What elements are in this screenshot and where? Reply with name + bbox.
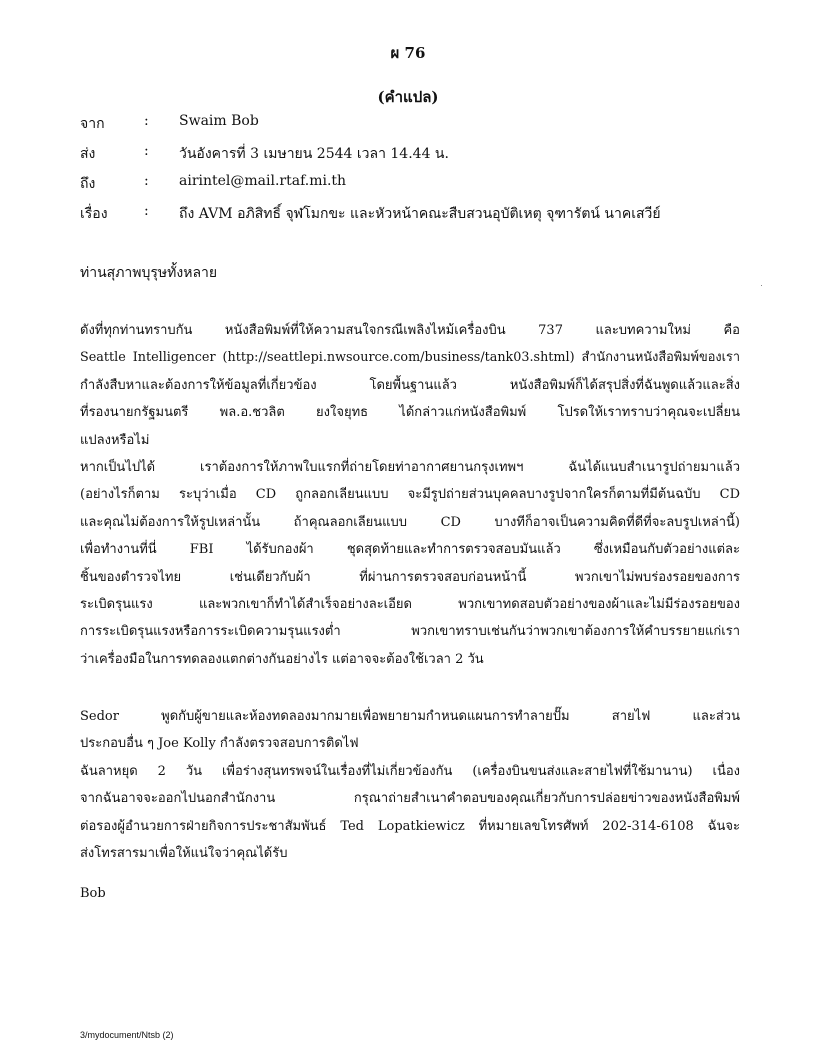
- paragraph-4: [80, 758, 740, 868]
- sent-label: ส่ง: [80, 146, 96, 162]
- paragraph-line: ชิ้นของตำรวจไทย เช่นเดียวกับผ้า ที่ผ่านการตรวจสอบก่อนหน้านี้ พวกเขาไม่พบร่องรอยของการ: [80, 569, 740, 585]
- colon: :: [144, 203, 149, 219]
- subject-value: ถึง AVM อภิสิทธิ์ จุฬโมกขะ และหัวหน้าคณะสืบสวนอุบัติเหตุ จุฑารัตน์ นาคเสวีย์: [179, 206, 661, 222]
- signature-name: Bob: [80, 886, 106, 901]
- paragraph-line: กำลังสืบหาและต้องการให้ข้อมูลที่เกี่ยวข้อง โดยพื้นฐานแล้ว หนังสือพิมพ์ก็ได้สรุปสิ่งที่ฉันพูดแล้วและสิ่ง: [80, 377, 740, 393]
- paragraph-2: [80, 454, 740, 673]
- paragraph-line: Seattle Intelligencer (http://seattlepi.nwsource.com/business/tank03.shtml) สำนักงานหนังสือพิมพ์ของเรา: [80, 350, 740, 366]
- colon: :: [144, 113, 149, 129]
- paragraph-line: แปลงหรือไม่: [80, 432, 150, 448]
- paragraph-line: ประกอบอื่น ๆ Joe Kolly กำลังตรวจสอบการติดไฟ: [80, 736, 359, 752]
- footer-path: 3/mydocument/Ntsb (2): [80, 1030, 174, 1040]
- paragraph-3: [80, 703, 740, 758]
- scan-mark: [761, 285, 762, 286]
- paragraph-line: ดังที่ทุกท่านทราบกัน หนังสือพิมพ์ที่ให้ความสนใจกรณีเพลิงไหม้เครื่องบิน 737 และบทความใหม่ คือ: [80, 323, 740, 338]
- to-value: airintel@mail.rtaf.mi.th: [179, 173, 347, 189]
- document-reference: ผ 76: [390, 44, 426, 62]
- paragraph-line: ฉันลาหยุด 2 วัน เพื่อร่างสุนทรพจน์ในเรื่องที่ไม่เกี่ยวข้องกัน (เครื่องบินขนส่งและสายไฟที่ใช้มานาน) เนื่อง: [80, 764, 740, 779]
- colon: :: [144, 173, 149, 189]
- paragraph-line: Sedor พูดกับผู้ขายและห้องทดลองมากมายเพื่อพยายามกำหนดแผนการทำลายปั๊ม สายไฟ และส่วน: [80, 709, 740, 724]
- signature: [80, 880, 740, 907]
- paragraph-line: ส่งโทรสารมาเพื่อให้แน่ใจว่าคุณได้รับ: [80, 846, 288, 862]
- paragraph-line: เพื่อทำงานที่นี่ FBI ได้รับกองผ้า ชุดสุดท้ายและทำการตรวจสอบมันแล้ว ซึ่งเหมือนกับตัวอย่างแต่ละ: [80, 542, 740, 558]
- from-value: Swaim Bob: [179, 113, 259, 129]
- sent-value: วันอังคารที่ 3 เมษายน 2544 เวลา 14.44 น.: [179, 146, 449, 162]
- paragraph-line: (อย่างไรก็ตาม ระบุว่าเมื่อ CD ถูกลอกเลียนแบบ จะมีรูปถ่ายส่วนบุคคลบางรูปจากใครก็ตามที่มีต้นฉบับ CD: [80, 487, 740, 503]
- paragraph-line: หากเป็นไปได้ เราต้องการให้ภาพใบแรกที่ถ่ายโดยท่าอากาศยานกรุงเทพฯ ฉันได้แนบสำเนารูปถ่ายมาแล้ว: [80, 460, 740, 475]
- paragraph-line: ระเบิดรุนแรง และพวกเขาก็ทำได้สำเร็จอย่างละเอียด พวกเขาทดสอบตัวอย่างของผ้าและไม่มีร่องรอยของ: [80, 596, 740, 612]
- document-title: (คำแปล): [377, 88, 439, 106]
- paragraph-line: การระเบิดรุนแรงหรือการระเบิดความรุนแรงต่ำ พวกเขาทราบเช่นกันว่าพวกเขาต้องการให้คำบรรยายแก่เรา: [80, 624, 740, 640]
- colon: :: [144, 143, 149, 159]
- greeting: ท่านสุภาพบุรุษทั้งหลาย: [80, 265, 218, 281]
- paragraph-1: [80, 317, 740, 454]
- paragraph-line: ที่รองนายกรัฐมนตรี พล.อ.ชวลิต ยงใจยุทธ ได้กล่าวแก่หนังสือพิมพ์ โปรดให้เราทราบว่าคุณจะเปลี่ยน: [80, 405, 740, 421]
- subject-label: เรื่อง: [80, 206, 108, 222]
- from-label: จาก: [80, 116, 105, 132]
- to-label: ถึง: [80, 176, 96, 192]
- paragraph-line: จากฉันอาจจะออกไปนอกสำนักงาน กรุณาถ่ายสำเนาคำตอบของคุณเกี่ยวกับการปล่อยข่าวของหนังสือพิมพ์: [80, 791, 740, 807]
- paragraph-line: ว่าเครื่องมือในการทดลองแตกต่างกันอย่างไร แต่อาจจะต้องใช้เวลา 2 วัน: [80, 651, 484, 667]
- paragraph-line: ต่อรองผู้อำนวยการฝ่ายกิจการประชาสัมพันธ์ Ted Lopatkiewicz ที่หมายเลขโทรศัพท์ 202-314-6108 ฉันจะ: [80, 818, 740, 834]
- paragraph-line: และคุณไม่ต้องการให้รูปเหล่านั้น ถ้าคุณลอกเลียนแบบ CD บางทีก็อาจเป็นความคิดที่ดีที่จะลบรูปเหล่านี้): [80, 514, 740, 530]
